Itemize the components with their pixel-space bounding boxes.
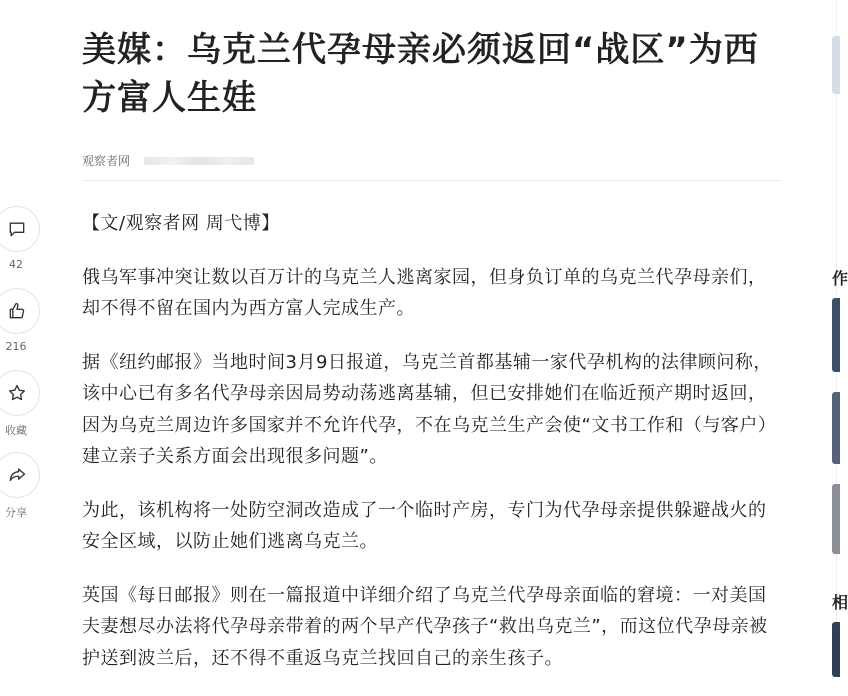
paragraph-2: 据《纽约邮报》当地时间3月9日报道，乌克兰首都基辅一家代孕机构的法律顾问称，该中心已有多名代孕母亲因局势动荡逃离基辅，但已安排她们在临近预产期时返回，因为乌克兰周边许多国家并不允许代孕，不在乌克兰生产会使“文书工作和（与客户）建立亲子关系方面会出现很多问题”。 <box>82 351 777 467</box>
sidebar-heading-fragment: 相 <box>832 593 848 612</box>
source-label[interactable]: 观察者网 <box>82 154 131 168</box>
comment-icon <box>7 219 27 239</box>
comment-count: 42 <box>9 258 23 271</box>
share-button[interactable] <box>0 452 40 498</box>
sidebar-thumbnail[interactable] <box>832 622 840 677</box>
sidebar-thumbnail[interactable] <box>832 392 840 464</box>
article-title: 美媒：乌克兰代孕母亲必须返回“战区”为西方富人生娃 <box>82 30 759 118</box>
title-divider <box>82 180 782 181</box>
like-count: 216 <box>5 340 27 353</box>
favorite-button[interactable] <box>0 370 40 416</box>
sidebar-heading-fragment: 作 <box>832 269 848 288</box>
share-icon <box>7 465 27 485</box>
paragraph-1: 俄乌军事冲突让数以百万计的乌克兰人逃离家园，但身负订单的乌克兰代孕母亲们，却不得不留在国内为西方富人完成生产。 <box>82 266 767 319</box>
sidebar-thumbnail[interactable] <box>832 298 840 372</box>
sidebar-thumbnail[interactable] <box>832 36 840 94</box>
paragraph-4: 英国《每日邮报》则在一篇报道中详细介绍了乌克兰代孕母亲面临的窘境：一对美国夫妻想尽办法将代孕母亲带着的两个早产代孕孩子“救出乌克兰”，而这位代孕母亲被护送到波兰后，还不得不重返乌克兰找回自己的亲生孩子。 <box>82 584 768 669</box>
right-sidebar-edge <box>828 0 848 677</box>
article-meta <box>82 152 254 169</box>
like-button[interactable] <box>0 288 40 334</box>
favorite-label: 收藏 <box>5 424 27 437</box>
thumbs-up-icon <box>7 301 27 321</box>
blurred-timestamp <box>144 157 254 165</box>
paragraph-3: 为此，该机构将一处防空洞改造成了一个临时产房，专门为代孕母亲提供躲避战火的安全区域，以防止她们逃离乌克兰。 <box>82 499 767 552</box>
sidebar-thumbnail[interactable] <box>832 484 840 554</box>
share-label: 分享 <box>5 506 27 519</box>
star-icon <box>7 383 27 403</box>
comment-button[interactable] <box>0 206 40 252</box>
article-body <box>82 208 782 696</box>
paragraph-byline: 【文/观察者网 周弋博】 <box>82 213 280 234</box>
